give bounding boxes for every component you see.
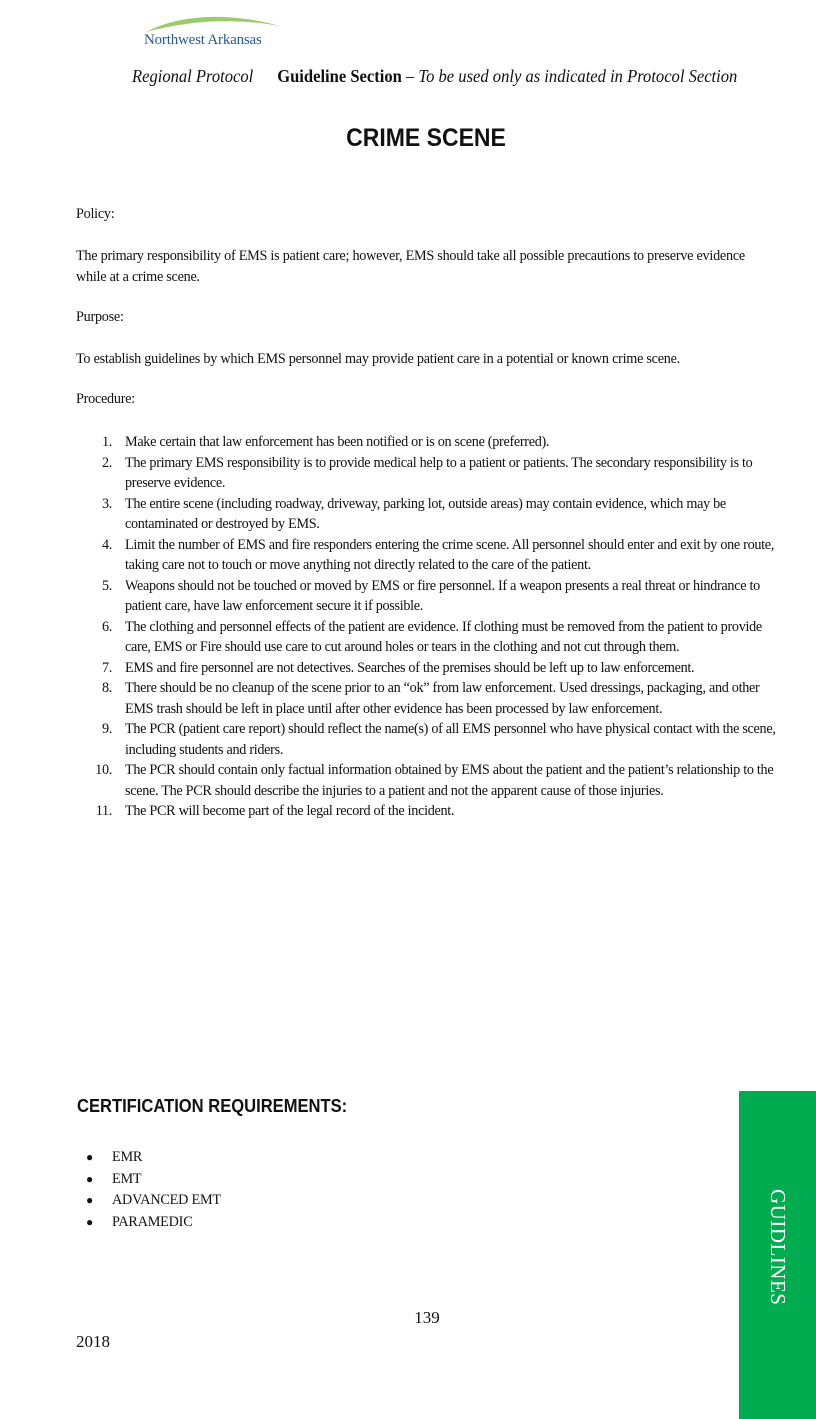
- list-item: [86, 1169, 221, 1191]
- list-item-number: 7.: [101, 659, 112, 676]
- side-tab-label: GUIDLINES: [766, 1189, 790, 1306]
- purpose-text: To establish guidelines by which EMS personnel may provide patient care in a potential or known crime scene.: [76, 351, 680, 367]
- list-item-number: 9.: [101, 721, 112, 737]
- section-side-tab: [739, 1091, 816, 1419]
- certification-item: EMR: [112, 1149, 143, 1165]
- list-item: [76, 494, 776, 535]
- logo-text: Northwest Arkansas: [144, 32, 262, 48]
- list-item-text: The primary EMS responsibility is to provide medical help to a patient or patients. The secondary responsibility is to preserve evidence.: [125, 454, 753, 491]
- list-item-number: 4.: [101, 536, 112, 553]
- guideline-note: – To be used only as indicated in Protocol Section: [401, 66, 738, 86]
- document-year: 2018: [76, 1332, 110, 1351]
- list-item-number: 5.: [101, 577, 112, 594]
- certification-list: [86, 1147, 221, 1233]
- list-item-text: Weapons should not be touched or moved by EMS or fire personnel. If a weapon presents a real threat or hindrance to patient care, have law enforcement secure it if possible.: [125, 577, 760, 614]
- bullet-icon: ●: [86, 1214, 94, 1229]
- list-item-text: The entire scene (including roadway, driveway, parking lot, outside areas) may contain evidence, which may be contaminated or destroyed by EMS.: [125, 495, 726, 532]
- guideline-section-label: Guideline Section: [277, 66, 402, 86]
- page-title: CRIME SCENE: [346, 124, 506, 152]
- list-item-text: The PCR should contain only factual information obtained by EMS about the patient and the patient’s relationship to the scene. The PCR should describe the injuries to a patient and not the apparent cause of those injuries.: [125, 762, 774, 799]
- organization-logo: [140, 12, 290, 58]
- list-item: [76, 453, 776, 494]
- list-item-number: 3.: [101, 495, 112, 512]
- list-item-text: The PCR will become part of the legal record of the incident.: [125, 803, 455, 819]
- list-item: [86, 1212, 221, 1234]
- list-item: [86, 1190, 221, 1212]
- list-item: [76, 432, 776, 453]
- protocol-header: [132, 66, 737, 87]
- procedure-label: Procedure:: [76, 391, 135, 407]
- list-item-text: EMS and fire personnel are not detectives. Searches of the premises should be left up to law enforcement.: [125, 659, 695, 676]
- certification-item: PARAMEDIC: [112, 1213, 193, 1230]
- list-item: [76, 678, 776, 719]
- list-item-number: 2.: [101, 454, 112, 471]
- bullet-icon: ●: [86, 1171, 94, 1186]
- bullet-icon: ●: [86, 1150, 94, 1164]
- bullet-icon: ●: [86, 1193, 94, 1207]
- list-item: [76, 719, 776, 760]
- purpose-label: Purpose:: [76, 309, 124, 325]
- list-item: [76, 617, 776, 658]
- list-item-text: Limit the number of EMS and fire responders entering the crime scene. All personnel should enter and exit by one route, taking care not to touch or move anything not directly related to the care of the patient.: [125, 536, 775, 573]
- list-item: [86, 1147, 221, 1169]
- list-item-text: The PCR (patient care report) should reflect the name(s) of all EMS personnel who have physical contact with the scene, including students and riders.: [125, 721, 776, 758]
- list-item-text: Make certain that law enforcement has been notified or is on scene (preferred).: [125, 434, 550, 450]
- list-item-number: 10.: [95, 762, 112, 778]
- list-item: [76, 576, 776, 617]
- list-item: [76, 658, 776, 679]
- procedure-list: [76, 432, 776, 822]
- list-item-number: 1.: [101, 434, 112, 450]
- policy-label: Policy:: [76, 206, 115, 222]
- list-item-number: 11.: [95, 803, 112, 819]
- list-item-text: There should be no cleanup of the scene prior to an “ok” from law enforcement. Used dressings, packaging, and other EMS trash should be left in place until after other evidence has been processed by law enforcement.: [125, 680, 760, 717]
- list-item-text: The clothing and personnel effects of the patient are evidence. If clothing must be removed from the patient to provide care, EMS or Fire should use care to cut around holes or tears in the clothing and not cut through them.: [125, 618, 762, 655]
- certification-heading: CERTIFICATION REQUIREMENTS:: [77, 1096, 348, 1116]
- page-number: 139: [414, 1308, 440, 1327]
- policy-text: The primary responsibility of EMS is patient care; however, EMS should take all possible precautions to preserve evidence while at a crime scene.: [76, 248, 745, 285]
- list-item: [76, 760, 776, 801]
- list-item: [76, 801, 776, 822]
- list-item-number: 8.: [101, 680, 112, 696]
- certification-item: ADVANCED EMT: [112, 1192, 221, 1208]
- regional-protocol-label: Regional Protocol: [132, 66, 254, 86]
- certification-item: EMT: [112, 1170, 142, 1187]
- list-item-number: 6.: [101, 618, 112, 635]
- list-item: [76, 535, 776, 576]
